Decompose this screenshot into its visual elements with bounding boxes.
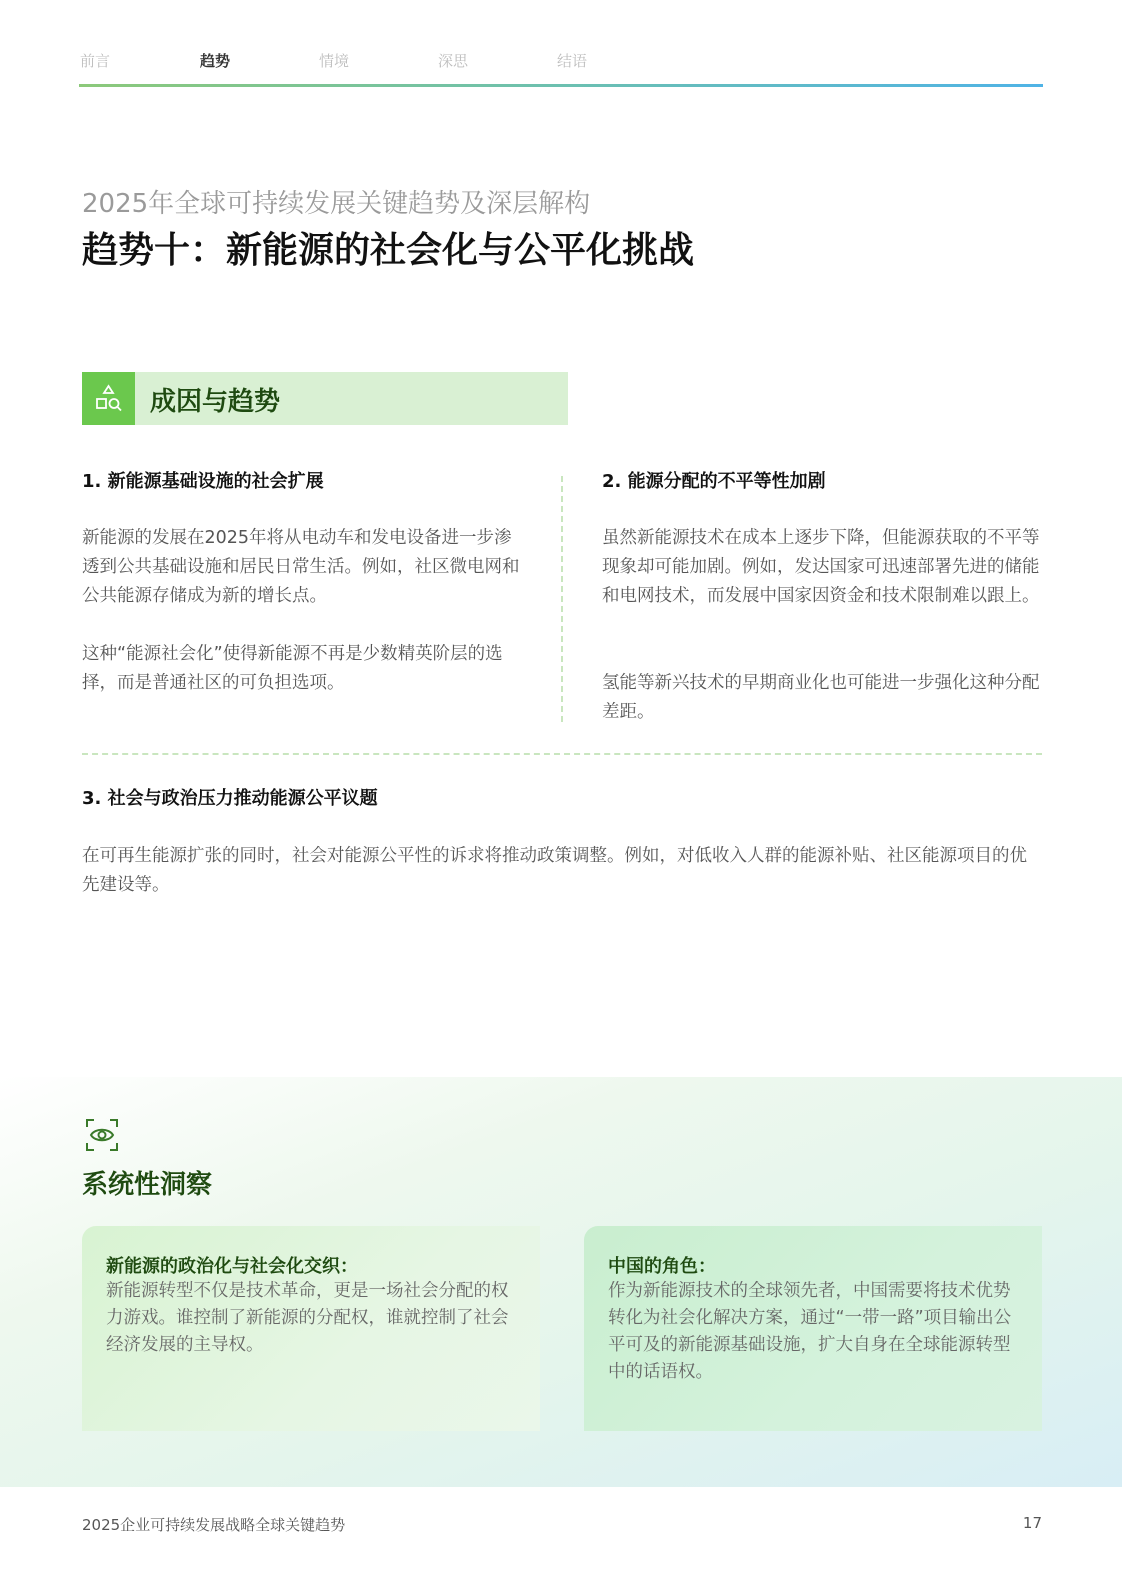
insight-card-1 <box>82 1226 540 1431</box>
item-2-paragraph-1: 虽然新能源技术在成本上逐步下降，但能源获取的不平等现象却可能加剧。例如，发达国家可迅速部署先进的储能和电网技术，而发展中国家因资金和技术限制难以跟上。 <box>602 528 1040 606</box>
column-divider <box>561 476 563 722</box>
item-1-paragraph-2: 这种“能源社会化”使得新能源不再是少数精英阶层的选择，而是普通社区的可负担选项。 <box>82 644 503 693</box>
section-title: 成因与趋势 <box>150 387 281 417</box>
row-divider <box>82 753 1042 755</box>
nav-item-conclusion[interactable]: 结语 <box>557 52 588 70</box>
item-3-paragraph-1: 在可再生能源扩张的同时，社会对能源公平性的诉求将推动政策调整。例如，对低收入人群的能源补贴、社区能源项目的优先建设等。 <box>82 846 1027 895</box>
page-title: 趋势十：新能源的社会化与公平化挑战 <box>82 230 695 271</box>
insight-card-1-text: 新能源转型不仅是技术革命，更是一场社会分配的权力游戏。谁控制了新能源的分配权，谁就控制了社会经济发展的主导权。 <box>106 1281 509 1355</box>
eye-scan-icon <box>85 1118 119 1156</box>
footer-title: 2025企业可持续发展战略全球关键趋势 <box>82 1516 346 1534</box>
insight-card-2 <box>584 1226 1042 1431</box>
insight-card-2-heading: 中国的角色： <box>608 1256 716 1277</box>
page-subtitle: 2025年全球可持续发展关键趋势及深层解构 <box>82 189 591 219</box>
item-heading-1: 1. 新能源基础设施的社会扩展 <box>82 471 324 492</box>
nav-item-preface[interactable]: 前言 <box>80 52 111 70</box>
nav-item-scenarios[interactable]: 情境 <box>319 52 350 70</box>
section-header <box>82 372 568 425</box>
insight-title: 系统性洞察 <box>82 1170 213 1200</box>
item-2-paragraph-2: 氢能等新兴技术的早期商业化也可能进一步强化这种分配差距。 <box>602 673 1040 722</box>
nav-item-trends[interactable]: 趋势 <box>200 52 231 70</box>
insight-card-2-text: 作为新能源技术的全球领先者，中国需要将技术优势转化为社会化解决方案，通过“一带一路”项目输出公平可及的新能源基础设施，扩大自身在全球能源转型中的话语权。 <box>608 1281 1012 1382</box>
nav-item-reflections[interactable]: 深思 <box>438 52 469 70</box>
page-number: 17 <box>1022 1514 1042 1532</box>
item-heading-2: 2. 能源分配的不平等性加剧 <box>602 471 826 492</box>
item-heading-3: 3. 社会与政治压力推动能源公平议题 <box>82 788 378 809</box>
item-1-paragraph-1: 新能源的发展在2025年将从电动车和发电设备进一步渗透到公共基础设施和居民日常生活。例如，社区微电网和公共能源存储成为新的增长点。 <box>82 528 520 606</box>
insight-card-1-heading: 新能源的政治化与社会化交织： <box>106 1256 358 1277</box>
shapes-search-icon <box>82 372 135 425</box>
nav-divider <box>79 84 1043 87</box>
